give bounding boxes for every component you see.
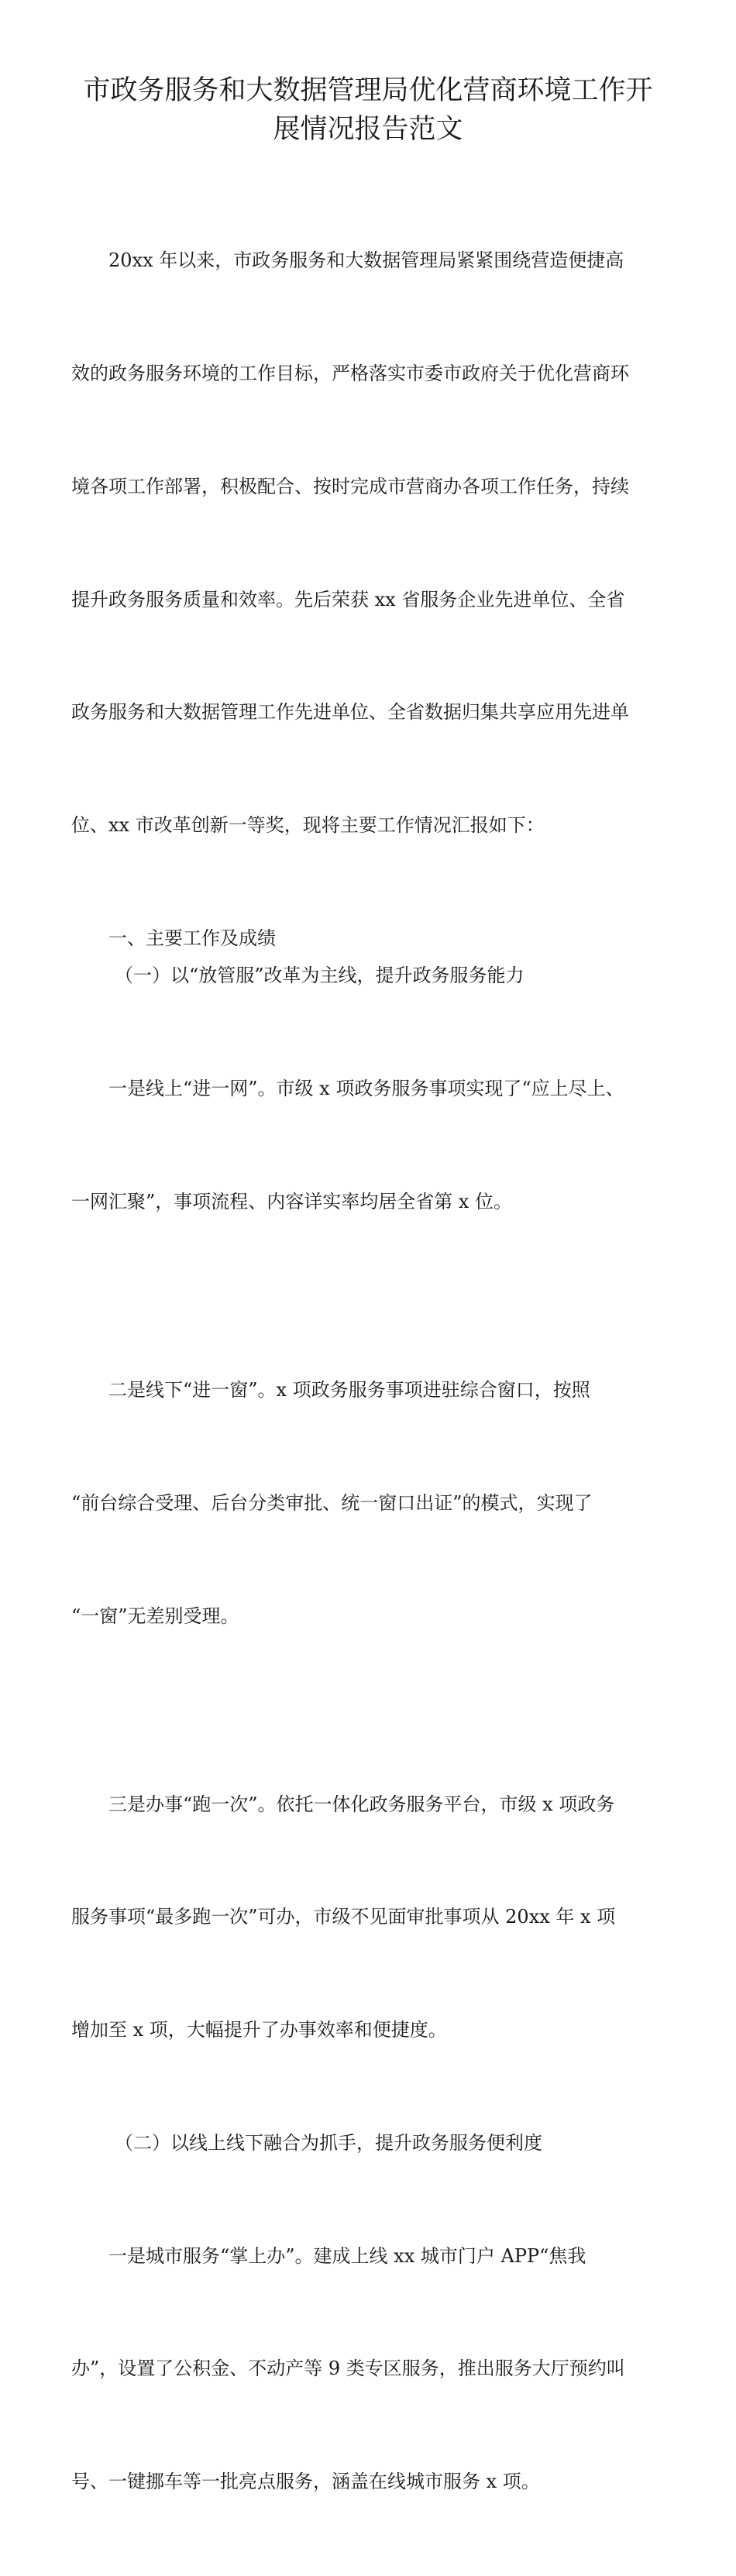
subsection-heading: （二）以线上线下融合为抓手，提升政务服务便利度 xyxy=(115,2131,542,2154)
text-line: 增加至 x 项，大幅提升了办事效率和便捷度。 xyxy=(71,2019,447,2041)
item-paragraph xyxy=(71,1710,668,2124)
section-heading: 一、主要工作及成绩 xyxy=(108,927,276,949)
text-line: 一是线上“进一网”。市级 x 项政务服务事项实现了“应上尽上、 xyxy=(108,1078,624,1100)
text-line: 二是线下“进一窗”。x 项政务服务事项进驻综合窗口，按照 xyxy=(108,1379,590,1401)
text-line: 20xx 年以来，市政务服务和大数据管理局紧紧围绕营造便捷高 xyxy=(108,249,624,272)
subsection-heading: （一）以“放管服”改革为主线，提升政务服务能力 xyxy=(115,965,524,987)
text-line: 三是办事“跑一次”。依托一体化政务服务平台，市级 x 项政务 xyxy=(108,1793,615,1815)
text-line: 位、xx 市改革创新一等奖，现将主要工作情况汇报如下： xyxy=(71,814,545,837)
text-line: 政务服务和大数据管理工作先进单位、全省数据归集共享应用先进单 xyxy=(71,701,629,724)
intro-paragraph xyxy=(71,167,668,920)
text-line: 境各项工作部署，积极配合、按时完成市营商办各项工作任务，持续 xyxy=(71,475,629,497)
text-line: 号、一键挪车等一批亮点服务，涵盖在线城市服务 x 项。 xyxy=(71,2471,540,2493)
text-line: 提升政务服务质量和效率。先后荣获 xx 省服务企业先进单位、全省 xyxy=(71,588,625,610)
title-line-2: 展情况报告范文 xyxy=(273,114,463,145)
text-line: 一网汇聚”，事项流程、内容详实率均居全省第 x 位。 xyxy=(71,1191,513,1213)
text-line: 一是城市服务“掌上办”。建成上线 xx 城市门户 APP“焦我 xyxy=(108,2244,586,2267)
text-line: 服务事项“最多跑一次”可办，市级不见面审批事项从 20xx 年 x 项 xyxy=(71,1906,616,1928)
item-paragraph xyxy=(71,2162,668,2576)
text-line: “前台综合受理、后台分类审批、统一窗口出证”的模式，实现了 xyxy=(71,1491,593,1514)
document-body xyxy=(71,167,668,2576)
document-title xyxy=(46,71,690,149)
title-line-1: 市政务服务和大数据管理局优化营商环境工作开 xyxy=(83,75,653,106)
item-paragraph xyxy=(71,995,668,1296)
text-line: 效的政务服务环境的工作目标，严格落实市委市政府关于优化营商环 xyxy=(71,362,629,384)
text-line: 办”，设置了公积金、不动产等 9 类专区服务，推出服务大厅预约叫 xyxy=(71,2358,625,2380)
text-line: “一窗”无差别受理。 xyxy=(71,1604,239,1627)
item-paragraph xyxy=(71,1296,668,1711)
